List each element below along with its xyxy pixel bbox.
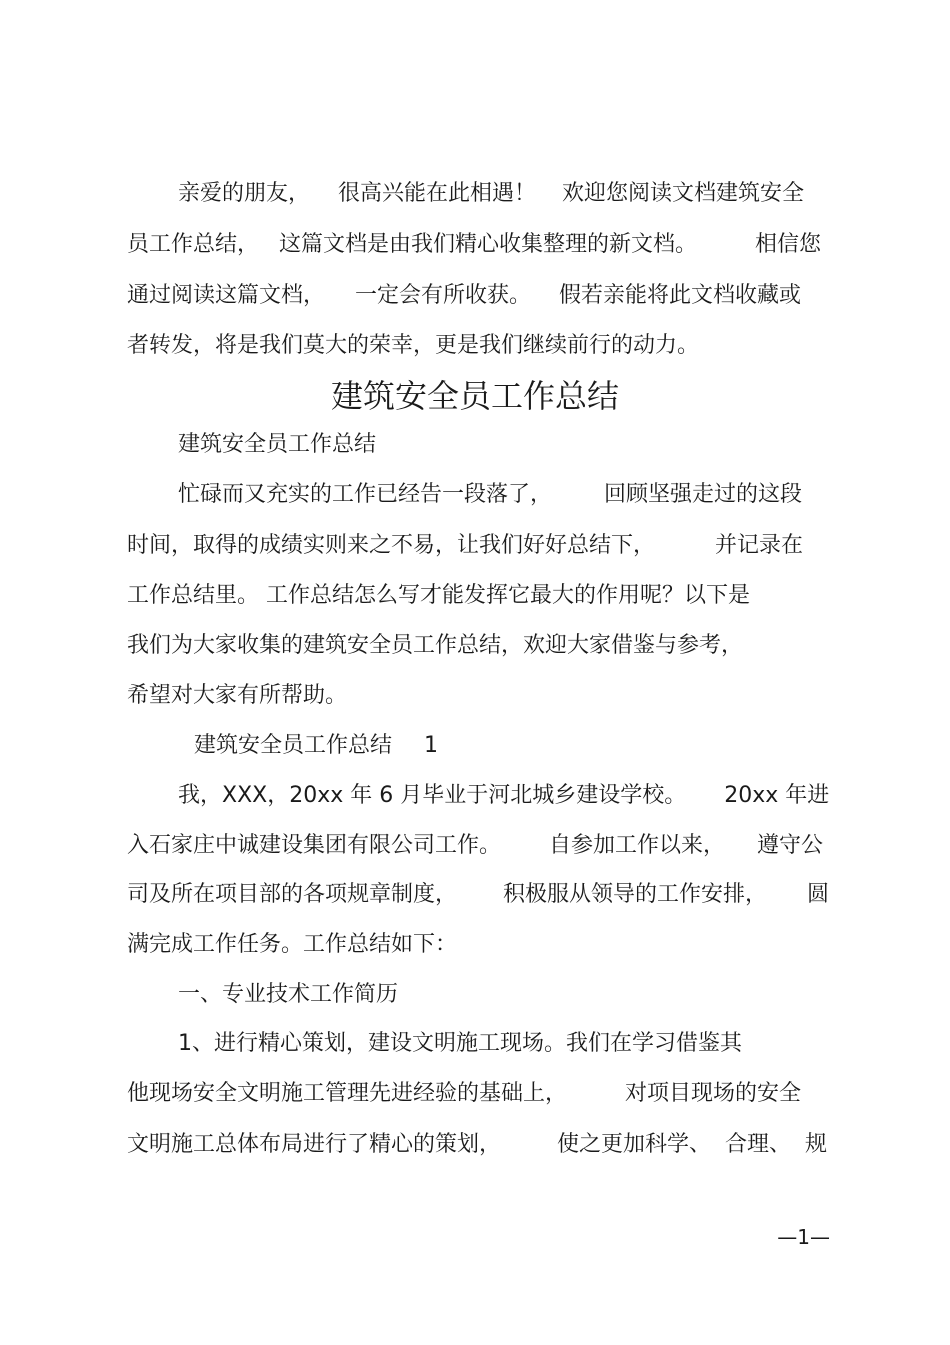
para2-line-4: 满完成工作任务。工作总结如下： — [127, 932, 458, 957]
intro-line-4: 者转发，将是我们莫大的荣幸，更是我们继续前行的动力。 — [127, 333, 700, 358]
para2-text: 积极服从领导的工作安排， — [503, 882, 768, 907]
intro-line-2 — [127, 230, 832, 260]
para2-text: 圆 — [807, 882, 830, 907]
para2-text: 遵守公 — [757, 833, 824, 858]
document-title: 建筑安全员工作总结 — [330, 377, 619, 415]
intro-text: 相信您 — [755, 232, 822, 257]
section-heading — [194, 731, 832, 761]
para1-text: 并记录在 — [715, 533, 804, 558]
intro-text: 假若亲能将此文档收藏或 — [559, 283, 802, 308]
heading-one: 一、专业技术工作简历 — [178, 982, 399, 1007]
intro-text: 员工作总结， — [127, 232, 260, 257]
para2-text: 20xx 年进 — [724, 783, 830, 808]
section-heading-number: 1 — [424, 733, 439, 758]
para3-line-2 — [127, 1079, 832, 1109]
para3-text: 合理、 — [725, 1132, 792, 1157]
intro-text: 欢迎您阅读文档建筑安全 — [562, 181, 805, 206]
para3-line-3 — [127, 1130, 832, 1160]
intro-text: 很高兴能在此相遇！ — [338, 181, 537, 206]
para2-line-3 — [127, 880, 832, 910]
document-subtitle: 建筑安全员工作总结 — [178, 432, 377, 457]
para2-text: 司及所在项目部的各项规章制度， — [127, 882, 458, 907]
para2-line-2 — [127, 831, 832, 861]
page-number: —1— — [777, 1225, 830, 1249]
intro-text: 亲爱的朋友， — [178, 181, 311, 206]
intro-text: 这篇文档是由我们精心收集整理的新文档。 — [279, 232, 698, 257]
para1-text: 时间，取得的成绩实则来之不易，让我们好好总结下， — [127, 533, 656, 558]
intro-line-3 — [127, 281, 832, 311]
para1-line-1 — [178, 480, 832, 510]
para2-text: 我，XXX，20xx 年 6 月毕业于河北城乡建设学校。 — [178, 783, 687, 808]
para1-text: 忙碌而又充实的工作已经告一段落了， — [178, 482, 553, 507]
para3-text: 使之更加科学、 — [557, 1132, 712, 1157]
para3-text: 他现场安全文明施工管理先进经验的基础上， — [127, 1081, 568, 1106]
intro-line-1 — [178, 179, 832, 209]
para2-line-1 — [178, 781, 832, 811]
para3-text: 对项目现场的安全 — [625, 1081, 802, 1106]
section-heading-text: 建筑安全员工作总结 — [194, 733, 393, 758]
para1-line-4: 我们为大家收集的建筑安全员工作总结，欢迎大家借鉴与参考， — [127, 633, 744, 658]
para3-line-1: 1、进行精心策划，建设文明施工现场。我们在学习借鉴其 — [178, 1031, 742, 1056]
intro-text: 一定会有所收获。 — [355, 283, 532, 308]
para1-line-3: 工作总结里。 工作总结怎么写才能发挥它最大的作用呢？以下是 — [127, 583, 750, 608]
para2-text: 自参加工作以来， — [549, 833, 726, 858]
para3-text: 文明施工总体布局进行了精心的策划， — [127, 1132, 502, 1157]
para3-text: 规 — [805, 1132, 828, 1157]
para2-text: 入石家庄中诚建设集团有限公司工作。 — [127, 833, 502, 858]
para1-line-5: 希望对大家有所帮助。 — [127, 683, 348, 708]
intro-text: 通过阅读这篇文档， — [127, 283, 326, 308]
para1-line-2 — [127, 531, 832, 561]
para1-text: 回顾坚强走过的这段 — [604, 482, 803, 507]
